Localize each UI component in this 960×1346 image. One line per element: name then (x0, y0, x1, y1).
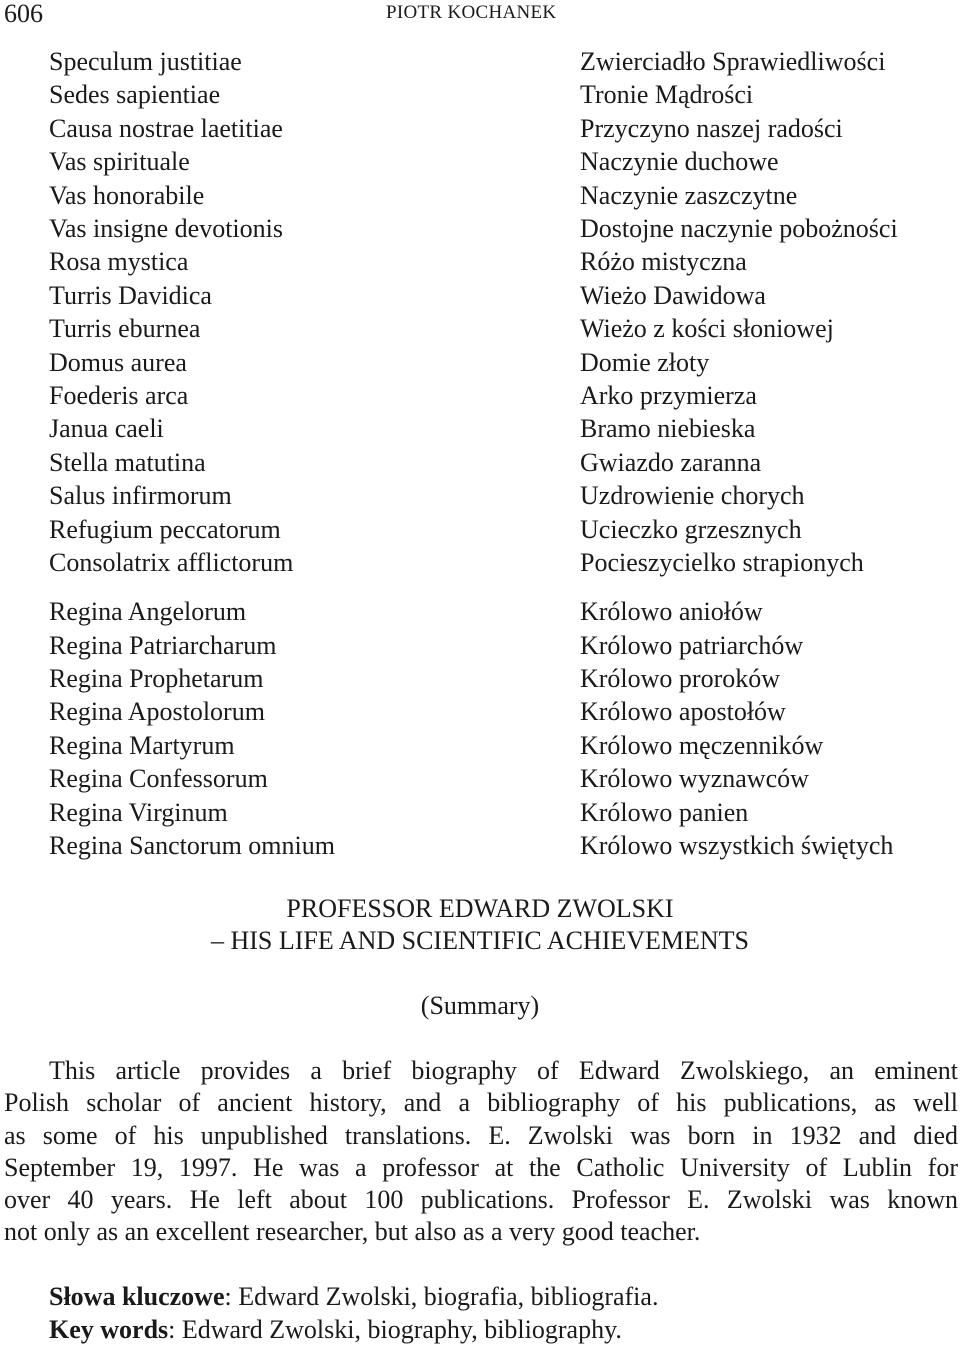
abstract-line: September 19, 1997. He was a professor at the Catholic University of Lublin for (4, 1152, 958, 1182)
summary-title-line-1: PROFESSOR EDWARD ZWOLSKI (286, 894, 674, 923)
latin-invocation: Regina Martyrum (49, 730, 235, 760)
latin-invocation: Consolatrix afflictorum (49, 548, 294, 578)
group-spacer (49, 580, 335, 596)
latin-invocation: Vas spirituale (49, 147, 190, 177)
polish-invocation: Arko przymierza (580, 381, 757, 411)
polish-invocation: Królowo apostołów (580, 697, 786, 727)
page-number: 606 (4, 0, 43, 28)
polish-invocation: Domie złoty (580, 347, 710, 377)
keywords-block (49, 1280, 658, 1346)
polish-invocation: Przyczyno naszej radości (580, 113, 843, 143)
latin-invocation: Janua caeli (49, 414, 164, 444)
latin-invocation: Domus aurea (49, 347, 187, 377)
abstract-line: Polish scholar of ancient history, and a bibliography of his publications, as well (4, 1088, 958, 1118)
polish-invocation: Ucieczko grzesznych (580, 514, 802, 544)
latin-invocation: Turris eburnea (49, 314, 201, 344)
summary-abstract (4, 1055, 958, 1249)
latin-invocation: Regina Virginum (49, 797, 228, 827)
polish-invocation: Wieżo z kości słoniowej (580, 314, 834, 344)
keywords-polish-value: : Edward Zwolski, biografia, bibliografia. (224, 1282, 659, 1311)
polish-invocation: Naczynie duchowe (580, 147, 779, 177)
latin-invocation: Causa nostrae laetitiae (49, 113, 283, 143)
summary-label: (Summary) (420, 991, 540, 1020)
keywords-polish-label: Słowa kluczowe (49, 1282, 225, 1311)
latin-invocation: Regina Confessorum (49, 764, 268, 794)
polish-invocation: Królowo proroków (580, 663, 781, 693)
abstract-line: over 40 years. He left about 100 publications. Professor E. Zwolski was known (4, 1185, 958, 1215)
abstract-line: as some of his unpublished translations. E. Zwolski was born in 1932 and died (4, 1120, 958, 1150)
keywords-english (49, 1313, 658, 1346)
polish-invocation: Uzdrowienie chorych (580, 481, 805, 511)
abstract-line: not only as an excellent researcher, but also as a very good teacher. (4, 1217, 701, 1247)
latin-invocation: Regina Sanctorum omnium (49, 830, 335, 860)
polish-invocation: Królowo patriarchów (580, 630, 804, 660)
abstract-line: This article provides a brief biography of Edward Zwolskiego, an eminent (49, 1056, 958, 1085)
latin-invocation: Foederis arca (49, 381, 189, 411)
latin-column (49, 45, 335, 862)
latin-invocation: Regina Apostolorum (49, 697, 265, 727)
latin-invocation: Regina Angelorum (49, 597, 247, 627)
polish-invocation: Gwiazdo zaranna (580, 447, 762, 477)
keywords-polish (49, 1280, 658, 1313)
polish-invocation: Królowo wyznawców (580, 764, 809, 794)
polish-invocation: Naczynie zaszczytne (580, 180, 798, 210)
latin-invocation: Vas insigne devotionis (49, 214, 283, 244)
latin-invocation: Speculum justitiae (49, 47, 242, 76)
latin-invocation: Regina Patriarcharum (49, 630, 277, 660)
latin-invocation: Refugium peccatorum (49, 514, 281, 544)
summary-title-line-2: – HIS LIFE AND SCIENTIFIC ACHIEVEMENTS (210, 926, 750, 955)
polish-column (580, 45, 898, 862)
polish-invocation: Królowo panien (580, 797, 749, 827)
keywords-english-label: Key words (49, 1315, 169, 1344)
polish-invocation: Tronie Mądrości (580, 80, 754, 110)
polish-invocation: Pocieszycielko strapionych (580, 548, 864, 578)
latin-invocation: Sedes sapientiae (49, 80, 221, 110)
latin-invocation: Regina Prophetarum (49, 663, 264, 693)
polish-invocation: Bramo niebieska (580, 414, 756, 444)
polish-invocation: Królowo męczenników (580, 730, 824, 760)
latin-invocation: Stella matutina (49, 447, 206, 477)
polish-invocation: Dostojne naczynie pobożności (580, 214, 898, 244)
polish-invocation: Zwierciadło Sprawiedliwości (580, 47, 886, 76)
polish-invocation: Królowo wszystkich świętych (580, 830, 894, 860)
latin-invocation: Turris Davidica (49, 280, 212, 310)
summary-title (0, 893, 960, 957)
polish-invocation: Królowo aniołów (580, 597, 763, 627)
polish-invocation: Wieżo Dawidowa (580, 280, 766, 310)
latin-invocation: Rosa mystica (49, 247, 189, 277)
keywords-english-value: : Edward Zwolski, biography, bibliography. (168, 1315, 622, 1344)
running-head-author: PIOTR KOCHANEK (386, 2, 557, 23)
latin-invocation: Salus infirmorum (49, 481, 232, 511)
latin-invocation: Vas honorabile (49, 180, 205, 210)
polish-invocation: Różo mistyczna (580, 247, 747, 277)
group-spacer (580, 580, 898, 596)
